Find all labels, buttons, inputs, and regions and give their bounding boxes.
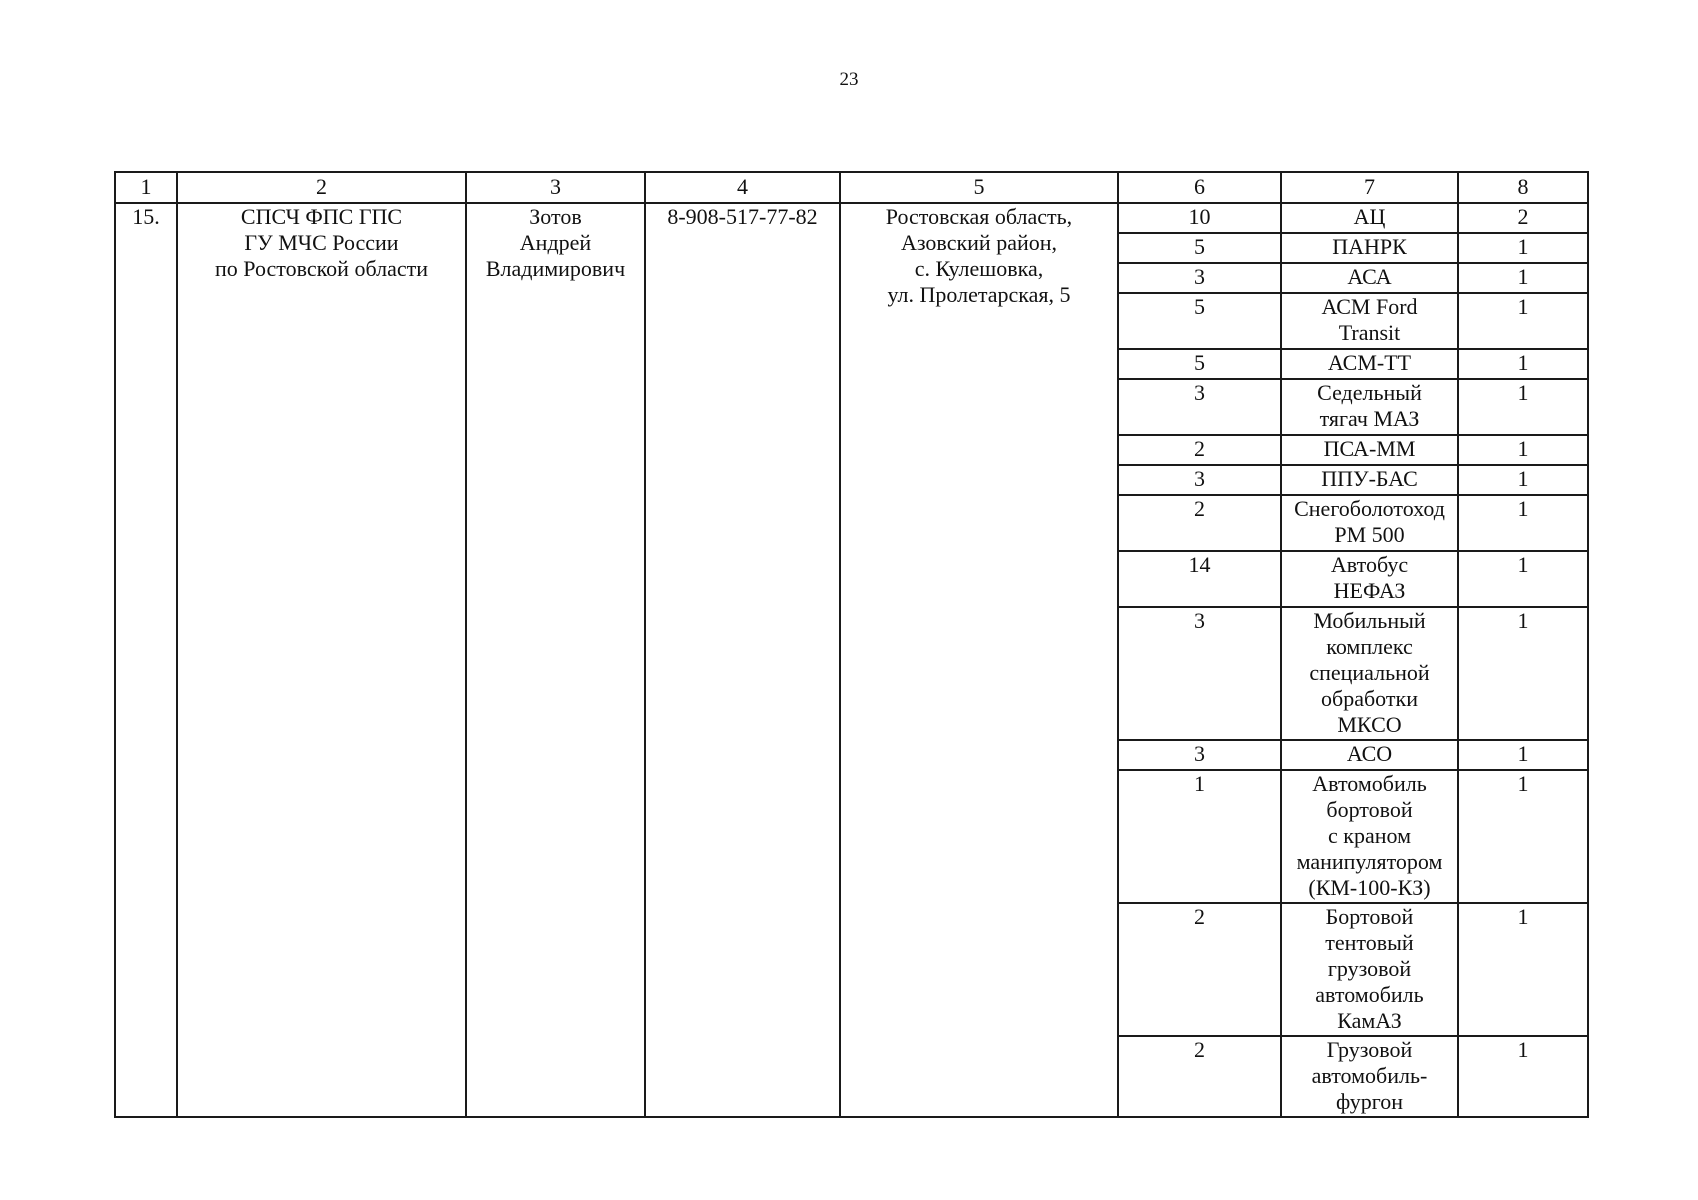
equipment-name: АСМ-ТТ: [1281, 349, 1458, 379]
equipment-count: 1: [1458, 293, 1588, 349]
equipment-count: 1: [1458, 495, 1588, 551]
equipment-row: [115, 203, 1588, 233]
equipment-count: 1: [1458, 435, 1588, 465]
equipment-name: ППУ-БАС: [1281, 465, 1458, 495]
col-header-8: 8: [1458, 172, 1588, 203]
equipment-name: АЦ: [1281, 203, 1458, 233]
contact-person: Зотов Андрей Владимирович: [466, 203, 645, 1117]
equipment-count: 1: [1458, 465, 1588, 495]
equipment-name: ПАНРК: [1281, 233, 1458, 263]
equipment-name: Бортовой тентовый грузовой автомобиль КамАЗ: [1281, 903, 1458, 1036]
equipment-count: 1: [1458, 551, 1588, 607]
equipment-staff: 3: [1118, 740, 1281, 770]
equipment-name: Грузовой автомобиль- фургон: [1281, 1036, 1458, 1117]
equipment-name: АСА: [1281, 263, 1458, 293]
col-header-6: 6: [1118, 172, 1281, 203]
equipment-staff: 3: [1118, 607, 1281, 740]
equipment-staff: 2: [1118, 435, 1281, 465]
col-header-7: 7: [1281, 172, 1458, 203]
equipment-count: 1: [1458, 349, 1588, 379]
address: Ростовская область, Азовский район, с. Кулешовка, ул. Пролетарская, 5: [840, 203, 1118, 1117]
equipment-name: АСМ Ford Transit: [1281, 293, 1458, 349]
equipment-name: АСО: [1281, 740, 1458, 770]
col-header-3: 3: [466, 172, 645, 203]
col-header-2: 2: [177, 172, 466, 203]
equipment-name: ПСА-ММ: [1281, 435, 1458, 465]
equipment-staff: 3: [1118, 465, 1281, 495]
equipment-count: 1: [1458, 379, 1588, 435]
row-number: 15.: [115, 203, 177, 1117]
equipment-name: Автобус НЕФАЗ: [1281, 551, 1458, 607]
equipment-count: 1: [1458, 740, 1588, 770]
equipment-staff: 5: [1118, 233, 1281, 263]
equipment-name: Снегоболотоход РМ 500: [1281, 495, 1458, 551]
equipment-staff: 3: [1118, 379, 1281, 435]
resources-table: [114, 171, 1589, 1118]
equipment-count: 1: [1458, 607, 1588, 740]
equipment-count: 1: [1458, 770, 1588, 903]
equipment-count: 1: [1458, 233, 1588, 263]
phone-number: 8-908-517-77-82: [645, 203, 840, 1117]
equipment-staff: 1: [1118, 770, 1281, 903]
col-header-1: 1: [115, 172, 177, 203]
col-header-5: 5: [840, 172, 1118, 203]
equipment-count: 1: [1458, 1036, 1588, 1117]
equipment-count: 2: [1458, 203, 1588, 233]
equipment-staff: 3: [1118, 263, 1281, 293]
equipment-name: Автомобиль бортовой с краном манипулятором (КМ-100-КЗ): [1281, 770, 1458, 903]
header-row: [115, 172, 1588, 203]
equipment-name: Мобильный комплекс специальной обработки МКСО: [1281, 607, 1458, 740]
equipment-count: 1: [1458, 903, 1588, 1036]
equipment-staff: 10: [1118, 203, 1281, 233]
col-header-4: 4: [645, 172, 840, 203]
organization-name: СПСЧ ФПС ГПС ГУ МЧС России по Ростовской области: [177, 203, 466, 1117]
page-number: 23: [839, 69, 859, 90]
equipment-staff: 14: [1118, 551, 1281, 607]
equipment-count: 1: [1458, 263, 1588, 293]
equipment-staff: 2: [1118, 1036, 1281, 1117]
equipment-staff: 2: [1118, 903, 1281, 1036]
equipment-staff: 2: [1118, 495, 1281, 551]
equipment-staff: 5: [1118, 293, 1281, 349]
equipment-name: Седельный тягач МАЗ: [1281, 379, 1458, 435]
equipment-staff: 5: [1118, 349, 1281, 379]
